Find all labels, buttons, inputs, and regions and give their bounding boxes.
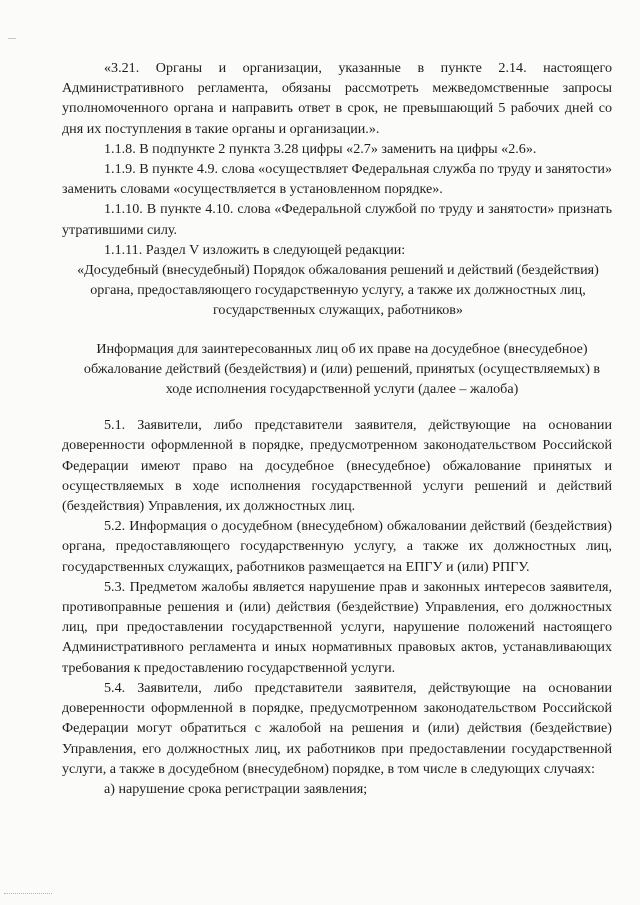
paragraph-1-1-11: 1.1.11. Раздел V изложить в следующей редакции: bbox=[104, 241, 406, 258]
clause-5-1: 5.1. Заявители, либо представители заявителя, действующие на основании доверенности оформленной в порядке, предусмотренном законодательством Российской Федерации имеют право на досудебное (внесудебное) обжалование принятых и осуществляемых в ходе исполнения государственной услуги решений и действий (бездействия) Управления, их должностных лиц. bbox=[62, 417, 612, 515]
spacer bbox=[62, 399, 612, 415]
info-title: Информация для заинтересованных лиц об их праве на досудебное (внесудебное) обжалование действий (бездействия) и (или) решений, принятых (осуществляемых) в ходе исполнения государственной услуги (далее – жалоба) bbox=[83, 340, 601, 398]
clause-5-4: 5.4. Заявители, либо представители заявителя, действующие на основании доверенности оформленной в порядке, предусмотренном законодательством Российской Федерации могут обратиться с жалобой на решения и (или) действия (бездействие) Управления, его должностных лиц, их работников при предоставлении государственной услуги, а также в досудебном (внесудебном) порядке, в том числе в следующих случаях: bbox=[62, 679, 612, 777]
section-title: «Досудебный (внесудебный) Порядок обжалования решений и действий (бездействия) органа, предоставляющего государственную услугу, а также их должностных лиц, государственных служащих, работников» bbox=[77, 262, 599, 319]
clause-5-4-a: а) нарушение срока регистрации заявления; bbox=[104, 780, 368, 797]
clause-5-3: 5.3. Предметом жалобы является нарушение прав и законных интересов заявителя, противоправные решения и (или) действия (бездействие) Управления, его должностных лиц, при предоставлении государственной услуги, нарушение положений настоящего Административного регламента и иных нормативных правовых актов, устанавливающих требования к предоставлению государственной услуги. bbox=[62, 578, 612, 676]
scan-artifact-bottom bbox=[4, 893, 52, 897]
paragraph-1-1-10: 1.1.10. В пункте 4.10. слова «Федеральной службой по труду и занятости» признать утратившими силу. bbox=[62, 201, 612, 238]
paragraph-1-1-9: 1.1.9. В пункте 4.9. слова «осуществляет Федеральная служба по труду и занятости» заменить словами «осуществляется в установленном порядке». bbox=[62, 161, 612, 198]
paragraph-3-21: «3.21. Органы и организации, указанные в пункте 2.14. настоящего Административного регламента, обязаны рассмотреть межведомственные запросы уполномоченного органа и направить ответ в срок, не превышающий 5 рабочих дней со дня их поступления в такие органы и организации.». bbox=[62, 60, 612, 137]
scan-artifact-top bbox=[8, 38, 16, 39]
clause-5-2: 5.2. Информация о досудебном (внесудебном) обжаловании действий (бездействия) органа, предоставляющего государственную услугу, а также их должностных лиц, государственных служащих, работников размещается на ЕПГУ и (или) РПГУ. bbox=[62, 518, 612, 575]
paragraph-1-1-8: 1.1.8. В подпункте 2 пункта 3.28 цифры «2.7» заменить на цифры «2.6». bbox=[104, 140, 537, 157]
